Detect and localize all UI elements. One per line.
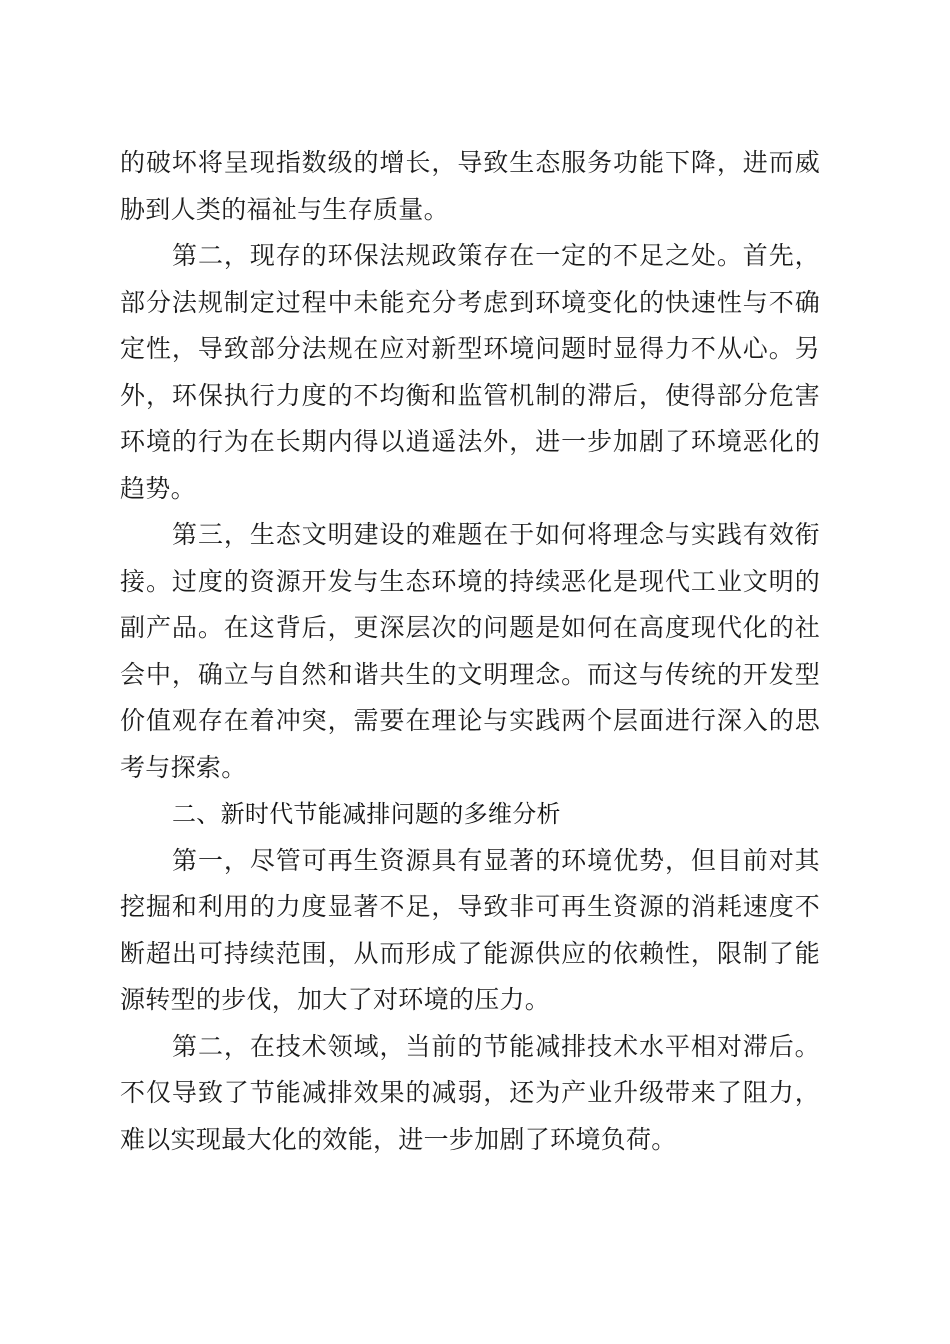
section-heading: 二、新时代节能减排问题的多维分析 [172,800,561,828]
paragraph-section2-first: 第一，尽管可再生资源具有显著的环境优势，但目前对其挖掘和利用的力度显著不足，导致非可再生资源的消耗速度不断超出可持续范围，从而形成了能源供应的依赖性，限制了能源转型的步伐，加大了对环境的压力。 [120,845,820,1014]
document-body [120,140,820,1163]
paragraph-second-point: 第二，现存的环保法规政策存在一定的不足之处。首先，部分法规制定过程中未能充分考虑到环境变化的快速性与不确定性，导致部分法规在应对新型环境问题时显得力不从心。另外，环保执行力度的不均衡和监管机制的滞后，使得部分危害环境的行为在长期内得以逍遥法外，进一步加剧了环境恶化的趋势。 [120,241,820,503]
paragraph-section2-second: 第二，在技术领域，当前的节能减排技术水平相对滞后。不仅导致了节能减排效果的减弱，还为产业升级带来了阻力，难以实现最大化的效能，进一步加剧了环境负荷。 [120,1031,820,1154]
paragraph-third-point: 第三，生态文明建设的难题在于如何将理念与实践有效衔接。过度的资源开发与生态环境的持续恶化是现代工业文明的副产品。在这背后，更深层次的问题是如何在高度现代化的社会中，确立与自然和谐共生的文明理念。而这与传统的开发型价值观存在着冲突，需要在理论与实践两个层面进行深入的思考与探索。 [120,520,820,782]
paragraph-continuation: 的破坏将呈现指数级的增长，导致生态服务功能下降，进而威胁到人类的福祉与生存质量。 [120,148,820,224]
